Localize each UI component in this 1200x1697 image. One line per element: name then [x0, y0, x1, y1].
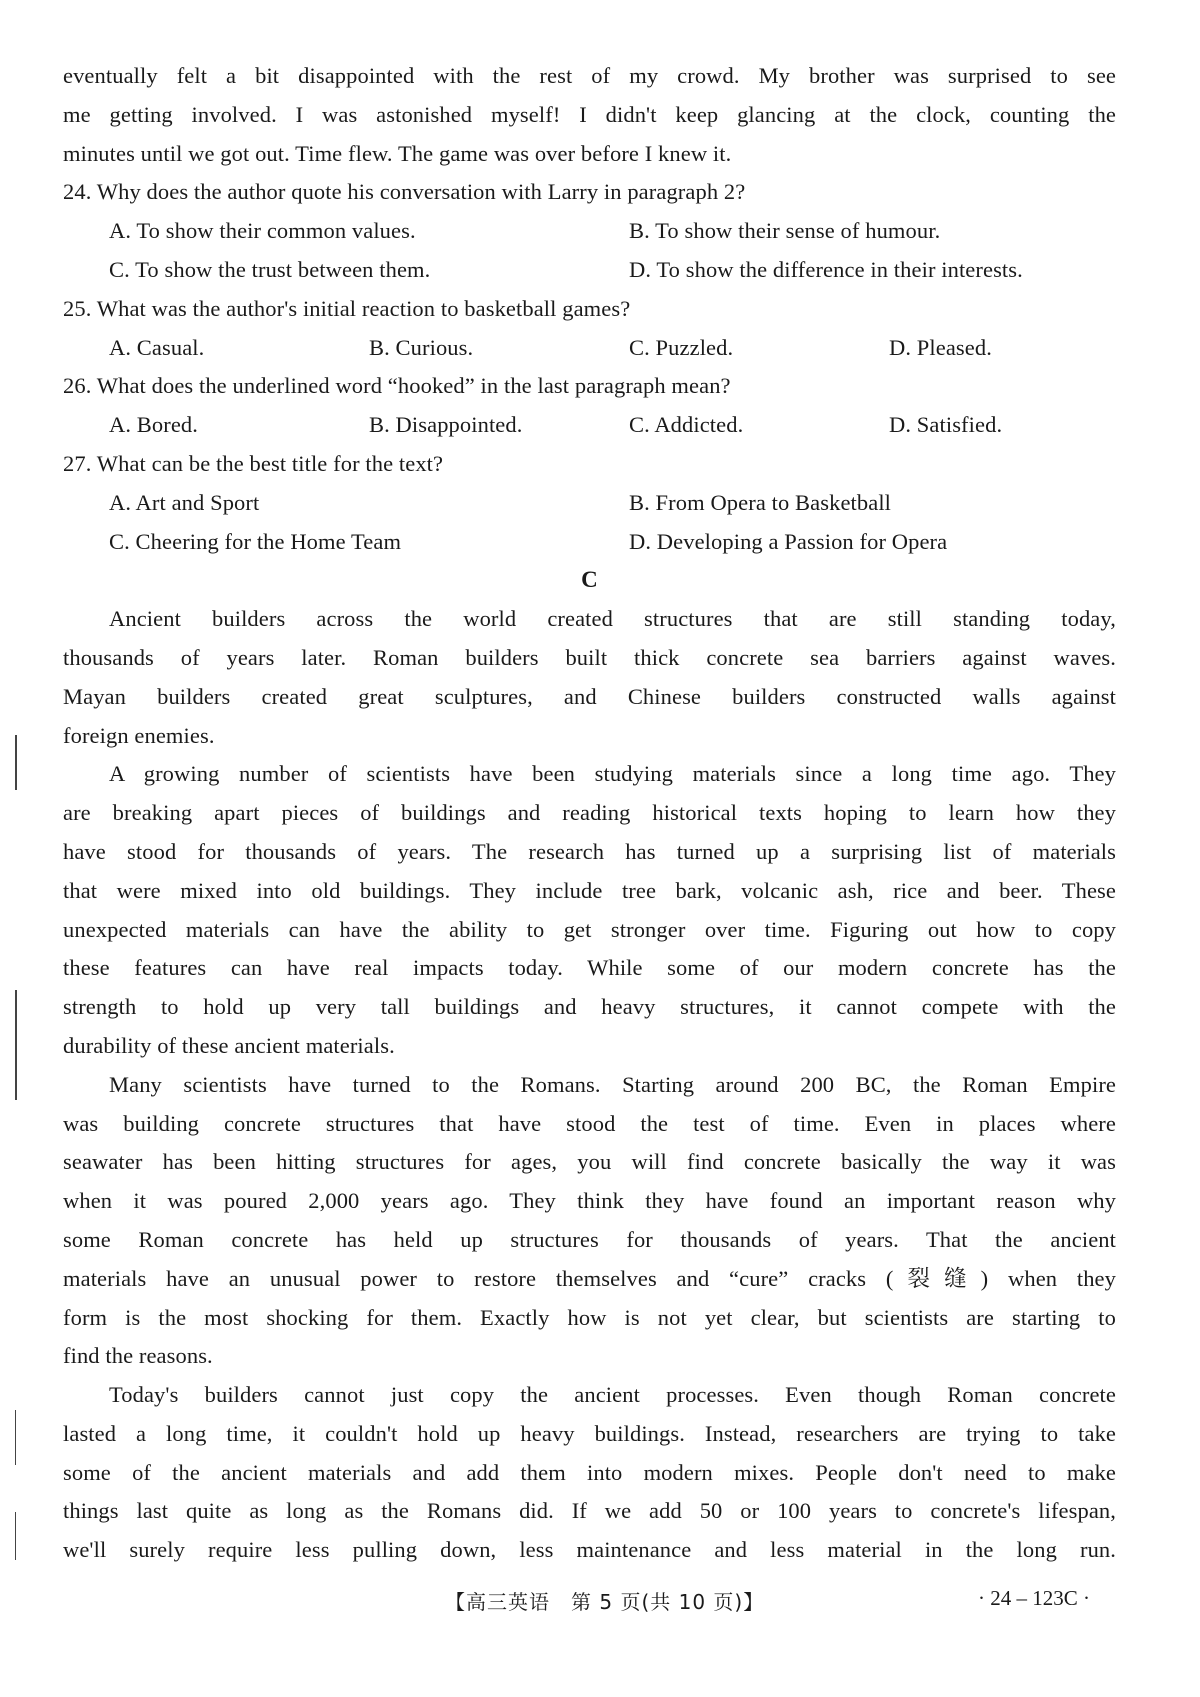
text-line: things last quite as long as the Romans did. If we add 50 or 100 years to concrete's lifespan, [63, 1498, 1116, 1524]
question-stem [63, 445, 1116, 484]
text-line: Today's builders cannot just copy the ancient processes. Even though Roman concrete [109, 1382, 1116, 1408]
text-line: unexpected materials can have the ability to get stronger over time. Figuring out how to copy [63, 916, 1116, 942]
question-25 [63, 290, 1116, 368]
text-line: durability of these ancient materials. [63, 1032, 395, 1058]
option-c: C. Addicted. [629, 412, 744, 438]
text-line: me getting involved. I was astonished myself! I didn't keep glancing at the clock, counting the [63, 101, 1116, 127]
question-number: 27. [63, 450, 92, 476]
text-line: Many scientists have turned to the Romans. Starting around 200 BC, the Roman Empire [109, 1071, 1116, 1097]
question-number: 24. [63, 179, 92, 205]
text-line: minutes until we got out. Time flew. The game was over before I knew it. [63, 140, 732, 166]
text-line: form is the most shocking for them. Exactly how is not yet clear, but scientists are starting to [63, 1304, 1116, 1330]
question-26 [63, 367, 1116, 445]
text-line: materials have an unusual power to restore themselves and “cure” cracks (裂缝) when they [63, 1265, 1116, 1291]
option-c: C. Cheering for the Home Team [109, 528, 402, 554]
text-line: was building concrete structures that have stood the test of time. Even in places where [63, 1110, 1116, 1136]
options-row [63, 251, 1116, 290]
text-line: these features can have real impacts today. While some of our modern concrete has the [63, 955, 1116, 981]
text-line: strength to hold up very tall buildings and heavy structures, it cannot compete with the [63, 994, 1116, 1020]
passage-c-paragraph-3 [63, 1066, 1116, 1376]
question-27 [63, 445, 1116, 561]
text-line: are breaking apart pieces of buildings and reading historical texts hoping to learn how they [63, 800, 1116, 826]
question-number: 25. [63, 295, 92, 321]
option-c: C. To show the trust between them. [109, 256, 431, 282]
text-line: that were mixed into old buildings. They include tree bark, volcanic ash, rice and beer. These [63, 877, 1116, 903]
page-footer [0, 1582, 1200, 1614]
question-stem [63, 173, 1116, 212]
text-line: foreign enemies. [63, 722, 215, 748]
passage-c-paragraph-4 [63, 1376, 1116, 1570]
binding-line-mark [15, 1512, 16, 1560]
exam-page [63, 57, 1116, 1570]
option-a: A. To show their common values. [109, 218, 416, 244]
passage-c-paragraph-2 [63, 755, 1116, 1065]
question-text: What does the underlined word “hooked” in the last paragraph mean? [96, 373, 731, 399]
binding-line-mark [15, 735, 17, 790]
text-line: seawater has been hitting structures for ages, you will find concrete basically the way it was [63, 1149, 1116, 1175]
question-text: What was the author's initial reaction to basketball games? [96, 295, 631, 321]
section-heading: C [581, 567, 598, 593]
text-line: we'll surely require less pulling down, less maintenance and less material in the long run. [63, 1537, 1116, 1563]
text-line: eventually felt a bit disappointed with the rest of my crowd. My brother was surprised to see [63, 63, 1116, 88]
exam-code: · 24 – 123C · [978, 1586, 1090, 1610]
option-a: A. Casual. [109, 334, 205, 360]
options-row [63, 329, 1116, 368]
option-d: D. Developing a Passion for Opera [629, 528, 948, 554]
text-line: some Roman concrete has held up structures for thousands of years. That the ancient [63, 1226, 1116, 1252]
option-a: A. Art and Sport [109, 489, 260, 515]
question-text: Why does the author quote his conversation with Larry in paragraph 2? [96, 179, 746, 205]
option-b: B. Disappointed. [369, 412, 523, 438]
text-line: find the reasons. [63, 1343, 213, 1369]
text-line: A growing number of scientists have been studying materials since a long time ago. They [109, 761, 1116, 787]
text-line: thousands of years later. Roman builders built thick concrete sea barriers against waves. [63, 644, 1116, 670]
option-c: C. Puzzled. [629, 334, 734, 360]
page-info: 【高三英语 第 5 页(共 10 页)】 [445, 1590, 765, 1614]
option-b: B. To show their sense of humour. [629, 218, 941, 244]
binding-line-mark [15, 1410, 16, 1465]
text-line: when it was poured 2,000 years ago. They think they have found an important reason why [63, 1188, 1116, 1214]
options-row [63, 523, 1116, 562]
option-d: D. Satisfied. [889, 412, 1003, 438]
text-line: some of the ancient materials and add them into modern mixes. People don't need to make [63, 1459, 1116, 1485]
question-text: What can be the best title for the text? [96, 450, 444, 476]
text-line: lasted a long time, it couldn't hold up heavy buildings. Instead, researchers are trying to take [63, 1420, 1116, 1446]
option-b: B. From Opera to Basketball [629, 489, 892, 515]
text-line: Mayan builders created great sculptures, and Chinese builders constructed walls against [63, 683, 1116, 709]
option-b: B. Curious. [369, 334, 474, 360]
option-d: D. Pleased. [889, 334, 992, 360]
binding-line-mark [15, 990, 17, 1100]
options-row [63, 484, 1116, 523]
passage-b-ending [63, 57, 1116, 173]
question-number: 26. [63, 373, 92, 399]
text-line: Ancient builders across the world created structures that are still standing today, [109, 606, 1116, 632]
options-row [63, 212, 1116, 251]
options-row [63, 406, 1116, 445]
option-a: A. Bored. [109, 412, 199, 438]
text-line: have stood for thousands of years. The research has turned up a surprising list of materials [63, 838, 1116, 864]
question-24 [63, 173, 1116, 289]
passage-c-paragraph-1 [63, 600, 1116, 755]
question-stem [63, 290, 1116, 329]
option-d: D. To show the difference in their interests. [629, 256, 1023, 282]
question-stem [63, 367, 1116, 406]
